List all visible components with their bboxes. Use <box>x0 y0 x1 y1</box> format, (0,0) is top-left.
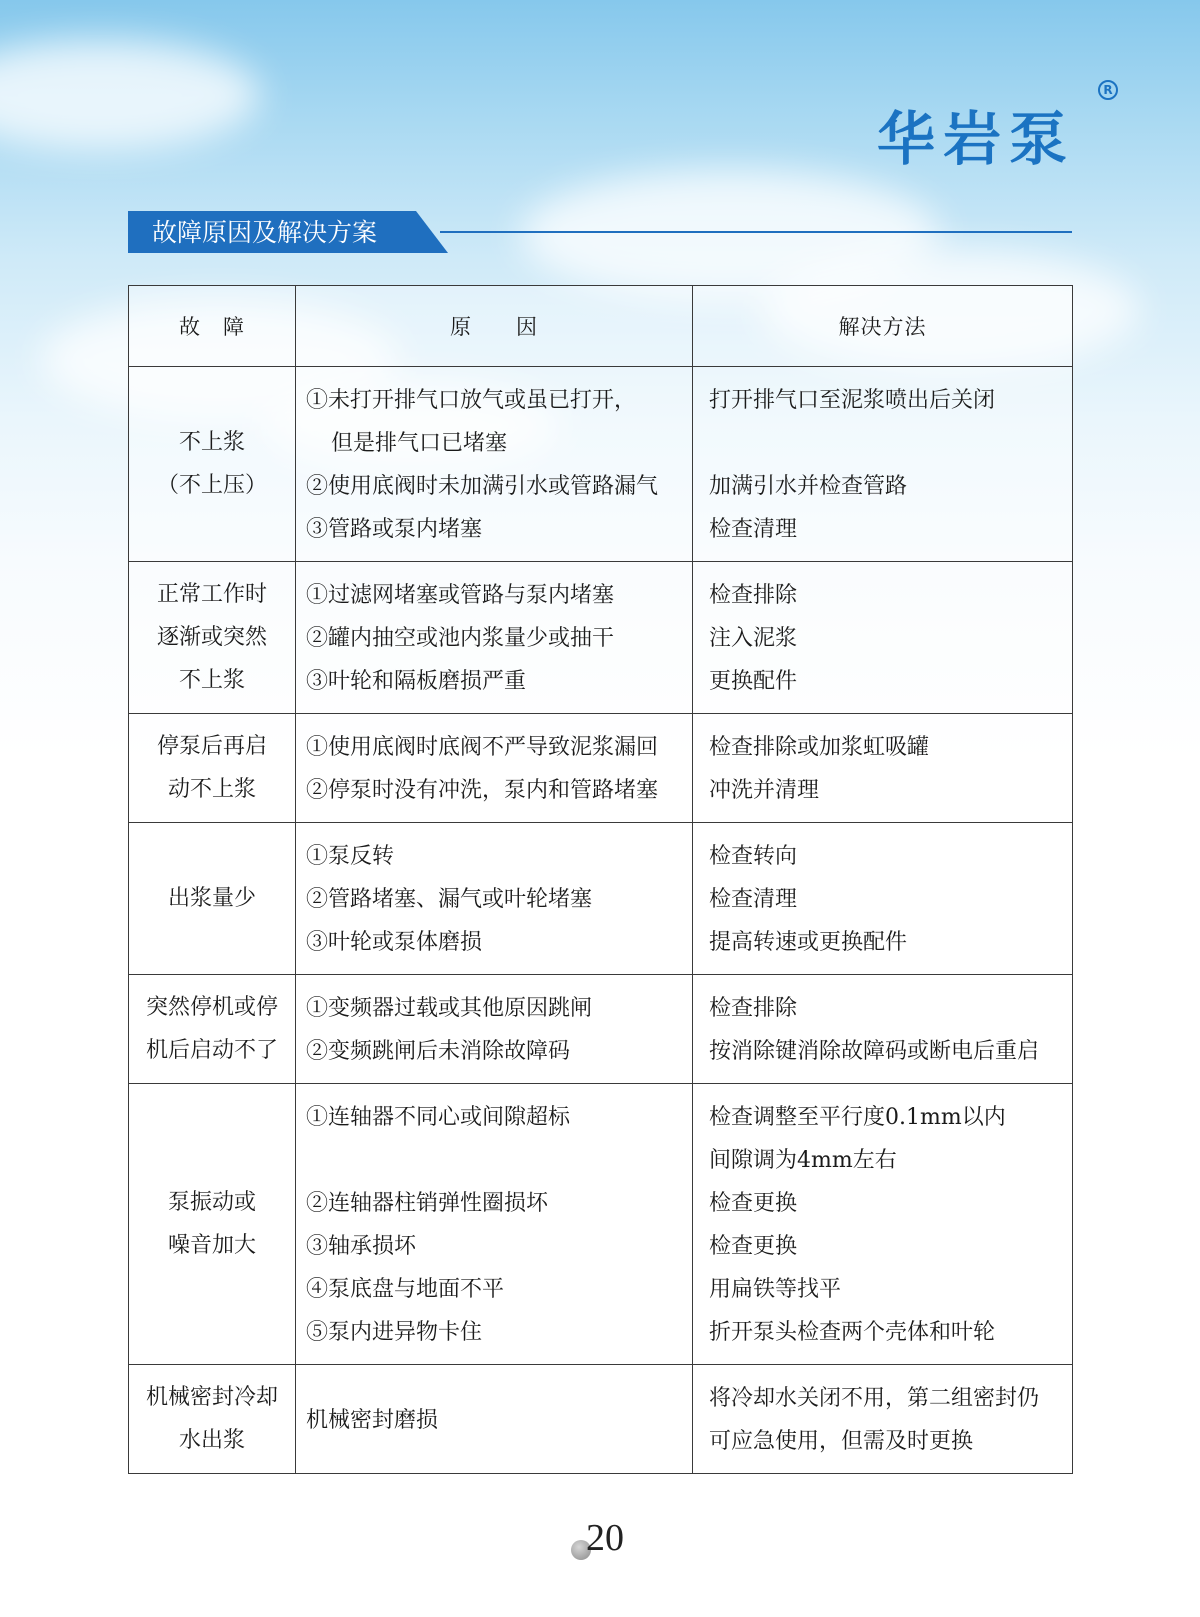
solution-text: 按消除键消除故障码或断电后重启 <box>709 1039 1040 1064</box>
table-row <box>129 562 1073 714</box>
header-cause: 原 因 <box>296 286 693 367</box>
solution-text: 将冷却水关闭不用，第二组密封仍 <box>709 1386 1040 1411</box>
fault-cell <box>129 714 296 823</box>
solution-text: 打开排气口至泥浆喷出后关闭 <box>709 388 996 413</box>
cause-cell <box>296 823 693 975</box>
solution-text: 间隙调为4mm左右 <box>709 1148 897 1173</box>
fault-text: 逐渐或突然 <box>156 625 267 650</box>
cause-text: 机械密封磨损 <box>306 1407 439 1433</box>
cause-cell <box>296 367 693 562</box>
solution-text: 检查排除或加浆虹吸罐 <box>709 735 930 760</box>
fault-text: 不上浆 <box>178 430 245 455</box>
solution-text: 更换配件 <box>709 669 798 694</box>
fault-text: 不上浆 <box>178 668 245 693</box>
fault-text: 正常工作时 <box>156 582 267 607</box>
fault-text: 动不上浆 <box>167 777 256 802</box>
solution-text: 冲洗并清理 <box>709 778 820 803</box>
cause-text: ②停泵时没有冲洗，泵内和管路堵塞 <box>306 778 659 803</box>
solution-text: 用扁铁等找平 <box>709 1277 842 1302</box>
cause-text: ②变频跳闸后未消除故障码 <box>306 1039 571 1064</box>
solution-text: 注入泥浆 <box>709 626 798 651</box>
table-row <box>129 367 1073 562</box>
table-row <box>129 823 1073 975</box>
cause-cell <box>296 1365 693 1474</box>
cause-text: ①连轴器不同心或间隙超标 <box>306 1105 571 1130</box>
cause-text: ④泵底盘与地面不平 <box>306 1277 505 1302</box>
page-number: 20 <box>586 1517 624 1559</box>
cause-text: ②罐内抽空或池内浆量少或抽干 <box>306 626 615 651</box>
solution-cell <box>693 975 1073 1084</box>
cause-text: ②连轴器柱销弹性圈损坏 <box>306 1191 549 1216</box>
table-row <box>129 714 1073 823</box>
registered-mark-icon: R <box>1098 80 1118 100</box>
cause-text: ①泵反转 <box>306 844 395 869</box>
troubleshooting-table <box>128 285 1073 1474</box>
fault-cell <box>129 1365 296 1474</box>
cause-text: ③管路或泵内堵塞 <box>306 517 483 542</box>
table-row <box>129 1084 1073 1365</box>
section-title: 故障原因及解决方案 <box>152 218 378 247</box>
fault-text: 泵振动或 <box>167 1190 256 1215</box>
table-row <box>129 975 1073 1084</box>
cause-cell <box>296 714 693 823</box>
fault-cell <box>129 823 296 975</box>
fault-text: 出浆量少 <box>167 886 256 911</box>
cause-text: 但是排气口已堵塞 <box>331 431 508 456</box>
cause-text: ③叶轮和隔板磨损严重 <box>306 669 527 694</box>
cause-text: ⑤泵内进异物卡住 <box>306 1320 483 1345</box>
solution-text: 检查转向 <box>709 844 798 869</box>
solution-text: 检查调整至平行度0.1mm以内 <box>709 1105 1006 1130</box>
solution-text: 加满引水并检查管路 <box>709 474 908 499</box>
cause-cell <box>296 975 693 1084</box>
cause-text: ①过滤网堵塞或管路与泵内堵塞 <box>306 583 615 608</box>
cause-text: ①使用底阀时底阀不严导致泥浆漏回 <box>306 735 659 760</box>
table-body <box>129 367 1073 1474</box>
fault-text: 机械密封冷却 <box>145 1385 278 1410</box>
solution-cell <box>693 823 1073 975</box>
cause-text: ①未打开排气口放气或虽已打开， <box>306 388 637 413</box>
fault-text: （不上压） <box>156 473 267 498</box>
solution-text: 检查清理 <box>709 517 798 542</box>
solution-text: 可应急使用，但需及时更换 <box>709 1429 974 1454</box>
background-cloud <box>0 40 260 150</box>
header-solution: 解决方法 <box>693 286 1073 367</box>
solution-text: 检查更换 <box>709 1234 798 1259</box>
solution-cell <box>693 367 1073 562</box>
cause-text: ③轴承损坏 <box>306 1234 417 1259</box>
fault-text: 突然停机或停 <box>145 995 278 1020</box>
cause-text: ②使用底阀时未加满引水或管路漏气 <box>306 474 659 499</box>
solution-text: 检查更换 <box>709 1191 798 1216</box>
fault-cell <box>129 562 296 714</box>
solution-cell <box>693 562 1073 714</box>
solution-text: 检查排除 <box>709 996 798 1021</box>
fault-cell <box>129 975 296 1084</box>
brand-logo: 华岩泵 <box>877 105 1076 173</box>
cause-cell <box>296 1084 693 1365</box>
solution-text: 检查清理 <box>709 887 798 912</box>
solution-cell <box>693 714 1073 823</box>
solution-text: 提高转速或更换配件 <box>709 930 908 955</box>
fault-text: 噪音加大 <box>167 1233 256 1258</box>
table-row <box>129 1365 1073 1474</box>
solution-text: 检查排除 <box>709 583 798 608</box>
solution-cell <box>693 1084 1073 1365</box>
fault-text: 停泵后再启 <box>156 734 267 759</box>
solution-text <box>709 422 1066 465</box>
table-header-row <box>129 286 1073 367</box>
header-fault: 故 障 <box>129 286 296 367</box>
cause-cell <box>296 562 693 714</box>
cause-text: ②管路堵塞、漏气或叶轮堵塞 <box>306 887 593 912</box>
cause-text: ③叶轮或泵体磨损 <box>306 930 483 955</box>
cause-text <box>306 1139 686 1182</box>
fault-cell <box>129 1084 296 1365</box>
fault-cell <box>129 367 296 562</box>
fault-text: 水出浆 <box>178 1428 245 1453</box>
cause-text: ①变频器过载或其他原因跳闸 <box>306 996 593 1021</box>
solution-cell <box>693 1365 1073 1474</box>
fault-text: 机后启动不了 <box>145 1038 278 1063</box>
section-divider <box>440 231 1072 233</box>
solution-text: 折开泵头检查两个壳体和叶轮 <box>709 1320 996 1345</box>
